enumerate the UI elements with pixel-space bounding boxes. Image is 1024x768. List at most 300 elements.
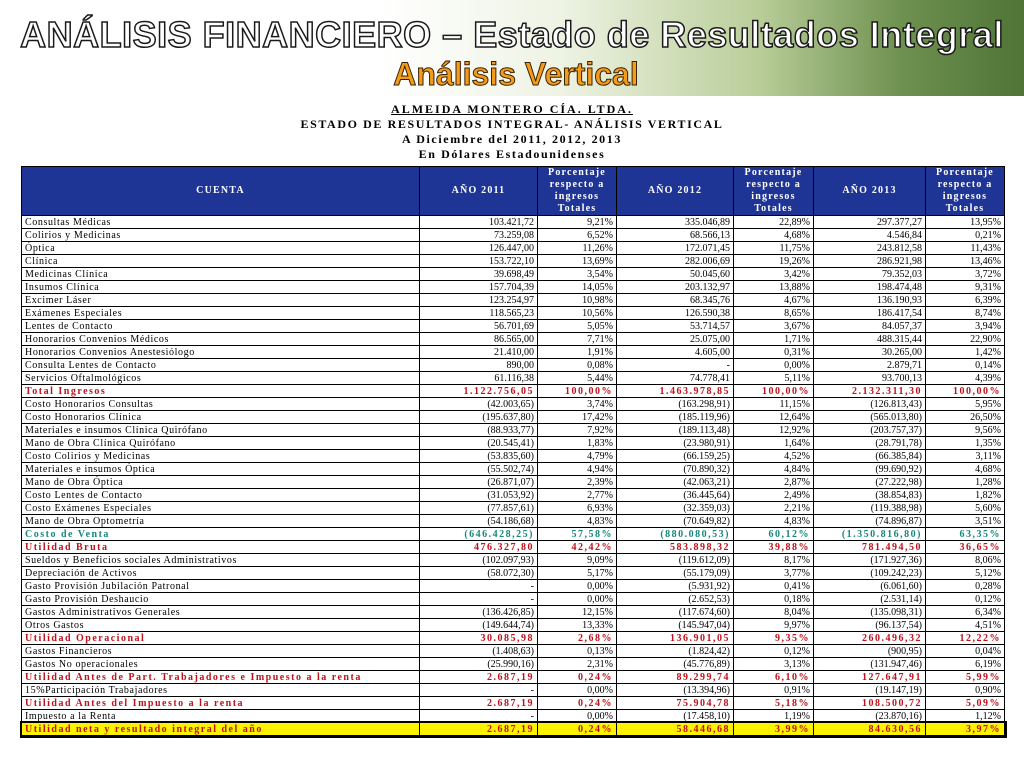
row-pct-2011: 6,93% xyxy=(538,502,617,515)
row-pct-2011: 0,24% xyxy=(538,697,617,710)
row-pct-2013: 5,95% xyxy=(926,398,1005,411)
table-row xyxy=(22,346,1005,359)
row-value-2012: (2.652,53) xyxy=(617,593,734,606)
row-pct-2012: 3,99% xyxy=(734,723,814,736)
row-pct-2011: 0,00% xyxy=(538,593,617,606)
table-row-total xyxy=(22,385,1005,398)
row-pct-2013: 9,56% xyxy=(926,424,1005,437)
row-pct-2013: 36,65% xyxy=(926,541,1005,554)
row-value-2013: (99.690,92) xyxy=(814,463,926,476)
row-pct-2013: 5,99% xyxy=(926,671,1005,684)
row-account: Consultas Médicas xyxy=(22,216,420,229)
row-value-2012: 136.901,05 xyxy=(617,632,734,645)
row-pct-2013: 5,09% xyxy=(926,697,1005,710)
row-pct-2012: 1,71% xyxy=(734,333,814,346)
table-row xyxy=(22,489,1005,502)
row-pct-2012: 0,12% xyxy=(734,645,814,658)
row-pct-2012: 2,49% xyxy=(734,489,814,502)
row-pct-2012: 22,89% xyxy=(734,216,814,229)
row-account: Honorarios Convenios Médicos xyxy=(22,333,420,346)
row-pct-2011: 13,33% xyxy=(538,619,617,632)
row-pct-2012: 12,92% xyxy=(734,424,814,437)
row-pct-2013: 9,31% xyxy=(926,281,1005,294)
row-value-2012: (36.445,64) xyxy=(617,489,734,502)
table-row xyxy=(22,567,1005,580)
table-header-row xyxy=(22,167,1005,216)
income-statement-table xyxy=(21,166,1005,736)
row-pct-2011: 0,24% xyxy=(538,723,617,736)
header-year-2011: AÑO 2011 xyxy=(420,167,538,216)
row-pct-2011: 3,54% xyxy=(538,268,617,281)
row-account: Materiales e insumos Óptica xyxy=(22,463,420,476)
row-value-2011: 126.447,00 xyxy=(420,242,538,255)
row-pct-2013: 6,39% xyxy=(926,294,1005,307)
row-pct-2013: 100,00% xyxy=(926,385,1005,398)
row-value-2011: 2.687,19 xyxy=(420,697,538,710)
row-pct-2013: 0,14% xyxy=(926,359,1005,372)
row-pct-2012: 100,00% xyxy=(734,385,814,398)
row-value-2013: (1.350.816,80) xyxy=(814,528,926,541)
row-pct-2011: 0,00% xyxy=(538,580,617,593)
table-row xyxy=(22,502,1005,515)
row-pct-2012: 4,68% xyxy=(734,229,814,242)
row-pct-2011: 12,15% xyxy=(538,606,617,619)
row-value-2012: (185.119,96) xyxy=(617,411,734,424)
row-value-2011: (136.426,85) xyxy=(420,606,538,619)
row-pct-2012: 2,21% xyxy=(734,502,814,515)
row-value-2013: (38.854,83) xyxy=(814,489,926,502)
row-account: Utilidad Bruta xyxy=(22,541,420,554)
row-value-2013: (171.927,36) xyxy=(814,554,926,567)
statement-title: ESTADO DE RESULTADOS INTEGRAL- ANÁLISIS VERTICAL xyxy=(300,117,724,131)
row-value-2012: (55.179,09) xyxy=(617,567,734,580)
row-value-2012: 4.605,00 xyxy=(617,346,734,359)
row-value-2013: 2.132.311,30 xyxy=(814,385,926,398)
row-pct-2013: 3,72% xyxy=(926,268,1005,281)
row-pct-2011: 14,05% xyxy=(538,281,617,294)
row-pct-2013: 13,95% xyxy=(926,216,1005,229)
row-pct-2013: 5,12% xyxy=(926,567,1005,580)
row-pct-2013: 1,28% xyxy=(926,476,1005,489)
row-account: Honorarios Convenios Anestesiólogo xyxy=(22,346,420,359)
row-pct-2011: 42,42% xyxy=(538,541,617,554)
row-value-2012: 75.904,78 xyxy=(617,697,734,710)
row-value-2013: (109.242,23) xyxy=(814,567,926,580)
row-value-2011: 890,00 xyxy=(420,359,538,372)
row-account: Mano de Obra Optometría xyxy=(22,515,420,528)
row-account: Utilidad Antes de Part. Trabajadores e Impuesto a la renta xyxy=(22,671,420,684)
row-value-2011: (58.072,30) xyxy=(420,567,538,580)
table-row xyxy=(22,619,1005,632)
row-pct-2013: 1,12% xyxy=(926,710,1005,723)
row-value-2011: (646.428,25) xyxy=(420,528,538,541)
row-pct-2013: 6,34% xyxy=(926,606,1005,619)
row-value-2011: (77.857,61) xyxy=(420,502,538,515)
table-row xyxy=(22,437,1005,450)
row-pct-2012: 5,11% xyxy=(734,372,814,385)
row-value-2013: (23.870,16) xyxy=(814,710,926,723)
row-pct-2012: 11,75% xyxy=(734,242,814,255)
row-value-2012: 53.714,57 xyxy=(617,320,734,333)
table-row-total xyxy=(22,671,1005,684)
table-row xyxy=(22,606,1005,619)
table-row xyxy=(22,593,1005,606)
row-account: Costo Honorarios Clínica xyxy=(22,411,420,424)
table-row-total xyxy=(22,723,1005,736)
row-value-2011: 153.722,10 xyxy=(420,255,538,268)
row-value-2011: 2.687,19 xyxy=(420,671,538,684)
row-pct-2013: 8,06% xyxy=(926,554,1005,567)
table-row xyxy=(22,515,1005,528)
table-row xyxy=(22,684,1005,697)
table-row xyxy=(22,450,1005,463)
row-pct-2011: 9,09% xyxy=(538,554,617,567)
row-value-2012: 1.463.978,85 xyxy=(617,385,734,398)
slide-title: ANÁLISIS FINANCIERO – Estado de Resultados Integral xyxy=(20,14,1004,55)
row-value-2011: 118.565,23 xyxy=(420,307,538,320)
row-account: Gasto Provisión Jubilación Patronal xyxy=(22,580,420,593)
row-value-2012: 68.566,13 xyxy=(617,229,734,242)
row-pct-2011: 9,21% xyxy=(538,216,617,229)
row-pct-2013: 0,90% xyxy=(926,684,1005,697)
table-row xyxy=(22,255,1005,268)
report-period: A Diciembre del 2011, 2012, 2013 xyxy=(402,132,622,146)
row-pct-2011: 4,94% xyxy=(538,463,617,476)
row-value-2012: 68.345,76 xyxy=(617,294,734,307)
row-pct-2011: 2,39% xyxy=(538,476,617,489)
row-pct-2013: 5,60% xyxy=(926,502,1005,515)
row-value-2011: 21.410,00 xyxy=(420,346,538,359)
row-pct-2013: 6,19% xyxy=(926,658,1005,671)
row-value-2012: (66.159,25) xyxy=(617,450,734,463)
row-value-2013: (135.098,31) xyxy=(814,606,926,619)
row-value-2011: (31.053,92) xyxy=(420,489,538,502)
row-pct-2012: 3,13% xyxy=(734,658,814,671)
row-account: Costo Honorarios Consultas xyxy=(22,398,420,411)
row-value-2013: 488.315,44 xyxy=(814,333,926,346)
row-value-2013: 93.700,13 xyxy=(814,372,926,385)
row-value-2012: (145.947,04) xyxy=(617,619,734,632)
row-pct-2012: 6,10% xyxy=(734,671,814,684)
row-value-2013: (6.061,60) xyxy=(814,580,926,593)
row-pct-2013: 1,82% xyxy=(926,489,1005,502)
table-row xyxy=(22,294,1005,307)
row-value-2013: 84.630,56 xyxy=(814,723,926,736)
row-pct-2012: 0,31% xyxy=(734,346,814,359)
row-value-2013: (131.947,46) xyxy=(814,658,926,671)
row-pct-2013: 4,68% xyxy=(926,463,1005,476)
row-value-2012: 25.075,00 xyxy=(617,333,734,346)
row-pct-2012: 8,17% xyxy=(734,554,814,567)
table-row xyxy=(22,411,1005,424)
row-pct-2011: 0,13% xyxy=(538,645,617,658)
row-pct-2012: 1,19% xyxy=(734,710,814,723)
header-year-2012: AÑO 2012 xyxy=(617,167,734,216)
row-value-2013: 243.812,58 xyxy=(814,242,926,255)
row-pct-2011: 2,68% xyxy=(538,632,617,645)
table-row xyxy=(22,554,1005,567)
row-pct-2012: 2,87% xyxy=(734,476,814,489)
row-pct-2013: 3,51% xyxy=(926,515,1005,528)
table-row xyxy=(22,372,1005,385)
row-account: Costo de Venta xyxy=(22,528,420,541)
row-value-2011: 157.704,39 xyxy=(420,281,538,294)
row-value-2012: (5.931,92) xyxy=(617,580,734,593)
row-value-2011: (54.186,68) xyxy=(420,515,538,528)
row-pct-2012: 60,12% xyxy=(734,528,814,541)
row-value-2011: 476.327,80 xyxy=(420,541,538,554)
row-value-2013: 4.546,84 xyxy=(814,229,926,242)
row-pct-2012: 0,00% xyxy=(734,359,814,372)
row-value-2011: (55.502,74) xyxy=(420,463,538,476)
row-pct-2011: 17,42% xyxy=(538,411,617,424)
row-pct-2011: 100,00% xyxy=(538,385,617,398)
row-value-2011: 30.085,98 xyxy=(420,632,538,645)
row-value-2012: (13.394,96) xyxy=(617,684,734,697)
row-value-2013: (74.896,87) xyxy=(814,515,926,528)
table-row xyxy=(22,281,1005,294)
table-row xyxy=(22,216,1005,229)
row-account: Excimer Láser xyxy=(22,294,420,307)
row-pct-2011: 2,31% xyxy=(538,658,617,671)
row-pct-2013: 1,42% xyxy=(926,346,1005,359)
row-value-2013: 297.377,27 xyxy=(814,216,926,229)
table-row xyxy=(22,476,1005,489)
row-value-2011: 2.687,19 xyxy=(420,723,538,736)
row-pct-2012: 8,04% xyxy=(734,606,814,619)
table-row xyxy=(22,333,1005,346)
row-value-2012: (45.776,89) xyxy=(617,658,734,671)
row-pct-2012: 9,97% xyxy=(734,619,814,632)
row-pct-2013: 3,11% xyxy=(926,450,1005,463)
row-pct-2012: 4,83% xyxy=(734,515,814,528)
row-pct-2013: 0,12% xyxy=(926,593,1005,606)
row-account: Exámenes Especiales xyxy=(22,307,420,320)
row-account: Consulta Lentes de Contacto xyxy=(22,359,420,372)
row-value-2012: 172.071,45 xyxy=(617,242,734,255)
table-row-total xyxy=(22,528,1005,541)
row-pct-2013: 1,35% xyxy=(926,437,1005,450)
row-pct-2012: 11,15% xyxy=(734,398,814,411)
row-value-2013: (900,95) xyxy=(814,645,926,658)
row-pct-2013: 11,43% xyxy=(926,242,1005,255)
row-account: Gastos No operacionales xyxy=(22,658,420,671)
row-value-2012: (70.649,82) xyxy=(617,515,734,528)
table-row xyxy=(22,710,1005,723)
row-value-2013: 30.265,00 xyxy=(814,346,926,359)
table-row xyxy=(22,645,1005,658)
row-pct-2013: 3,94% xyxy=(926,320,1005,333)
row-value-2013: 108.500,72 xyxy=(814,697,926,710)
row-value-2012: (189.113,48) xyxy=(617,424,734,437)
row-value-2011: - xyxy=(420,580,538,593)
row-account: Impuesto a la Renta xyxy=(22,710,420,723)
row-account: Mano de Obra Clínica Quirófano xyxy=(22,437,420,450)
table-row xyxy=(22,424,1005,437)
row-value-2012: 89.299,74 xyxy=(617,671,734,684)
row-value-2012: 335.046,89 xyxy=(617,216,734,229)
row-value-2013: (66.385,84) xyxy=(814,450,926,463)
table-row xyxy=(22,658,1005,671)
row-value-2012: 282.006,69 xyxy=(617,255,734,268)
row-value-2011: - xyxy=(420,593,538,606)
row-pct-2013: 12,22% xyxy=(926,632,1005,645)
row-pct-2013: 26,50% xyxy=(926,411,1005,424)
row-account: Mano de Obra Óptica xyxy=(22,476,420,489)
row-value-2012: (42.063,21) xyxy=(617,476,734,489)
row-value-2011: (25.990,16) xyxy=(420,658,538,671)
row-value-2011: (102.097,93) xyxy=(420,554,538,567)
row-value-2011: 1.122.756,05 xyxy=(420,385,538,398)
row-pct-2013: 0,21% xyxy=(926,229,1005,242)
row-account: Insumos Clínica xyxy=(22,281,420,294)
row-account: Costo Lentes de Contacto xyxy=(22,489,420,502)
row-value-2013: 260.496,32 xyxy=(814,632,926,645)
table-row xyxy=(22,320,1005,333)
row-pct-2012: 9,35% xyxy=(734,632,814,645)
row-value-2013: (28.791,78) xyxy=(814,437,926,450)
row-pct-2011: 1,83% xyxy=(538,437,617,450)
row-pct-2012: 19,26% xyxy=(734,255,814,268)
row-value-2012: 74.778,41 xyxy=(617,372,734,385)
row-value-2013: (126.813,43) xyxy=(814,398,926,411)
row-pct-2011: 10,56% xyxy=(538,307,617,320)
row-value-2013: (27.222,98) xyxy=(814,476,926,489)
row-value-2013: 2.879,71 xyxy=(814,359,926,372)
row-account: Gastos Financieros xyxy=(22,645,420,658)
row-pct-2012: 12,64% xyxy=(734,411,814,424)
row-pct-2011: 0,08% xyxy=(538,359,617,372)
row-value-2011: (42.003,65) xyxy=(420,398,538,411)
row-pct-2013: 63,35% xyxy=(926,528,1005,541)
row-account: 15%Participación Trabajadores xyxy=(22,684,420,697)
row-value-2012: 58.446,68 xyxy=(617,723,734,736)
table-row xyxy=(22,580,1005,593)
row-value-2012: (23.980,91) xyxy=(617,437,734,450)
row-pct-2012: 13,88% xyxy=(734,281,814,294)
row-pct-2011: 13,69% xyxy=(538,255,617,268)
row-pct-2013: 0,28% xyxy=(926,580,1005,593)
row-pct-2011: 7,92% xyxy=(538,424,617,437)
row-value-2012: 126.590,38 xyxy=(617,307,734,320)
row-value-2011: (20.545,41) xyxy=(420,437,538,450)
row-value-2013: (203.757,37) xyxy=(814,424,926,437)
row-pct-2011: 4,83% xyxy=(538,515,617,528)
row-value-2013: 781.494,50 xyxy=(814,541,926,554)
row-value-2013: (565.013,80) xyxy=(814,411,926,424)
row-pct-2013: 0,04% xyxy=(926,645,1005,658)
row-pct-2011: 0,00% xyxy=(538,684,617,697)
row-value-2013: (2.531,14) xyxy=(814,593,926,606)
row-value-2012: - xyxy=(617,359,734,372)
row-account: Medicinas Clínica xyxy=(22,268,420,281)
row-value-2013: 286.921,98 xyxy=(814,255,926,268)
row-pct-2013: 13,46% xyxy=(926,255,1005,268)
table-row xyxy=(22,268,1005,281)
row-pct-2011: 1,91% xyxy=(538,346,617,359)
row-pct-2013: 3,97% xyxy=(926,723,1005,736)
row-value-2013: (96.137,54) xyxy=(814,619,926,632)
row-pct-2013: 8,74% xyxy=(926,307,1005,320)
row-pct-2012: 4,52% xyxy=(734,450,814,463)
row-pct-2013: 4,51% xyxy=(926,619,1005,632)
row-pct-2012: 0,91% xyxy=(734,684,814,697)
row-pct-2012: 5,18% xyxy=(734,697,814,710)
row-value-2012: 203.132,97 xyxy=(617,281,734,294)
header-account: CUENTA xyxy=(22,167,420,216)
report-currency: En Dólares Estadounidenses xyxy=(418,147,606,161)
row-pct-2012: 4,84% xyxy=(734,463,814,476)
row-pct-2011: 4,79% xyxy=(538,450,617,463)
row-pct-2011: 57,58% xyxy=(538,528,617,541)
table-row xyxy=(22,359,1005,372)
row-pct-2011: 7,71% xyxy=(538,333,617,346)
row-value-2011: - xyxy=(420,684,538,697)
row-pct-2011: 2,77% xyxy=(538,489,617,502)
row-value-2011: 123.254,97 xyxy=(420,294,538,307)
row-value-2011: 86.565,00 xyxy=(420,333,538,346)
row-account: Costo Exámenes Especiales xyxy=(22,502,420,515)
header-pct-2013: Porcentaje respecto a ingresos Totales xyxy=(926,167,1005,216)
row-value-2011: (149.644,74) xyxy=(420,619,538,632)
row-value-2012: (117.674,60) xyxy=(617,606,734,619)
row-value-2013: 136.190,93 xyxy=(814,294,926,307)
row-value-2013: (119.388,98) xyxy=(814,502,926,515)
row-pct-2012: 3,77% xyxy=(734,567,814,580)
row-account: Lentes de Contacto xyxy=(22,320,420,333)
row-value-2011: (88.933,77) xyxy=(420,424,538,437)
slide-subtitle: Análisis Vertical xyxy=(393,56,639,92)
row-value-2012: (119.612,09) xyxy=(617,554,734,567)
row-account: Gastos Administrativos Generales xyxy=(22,606,420,619)
table-row xyxy=(22,229,1005,242)
header-year-2013: AÑO 2013 xyxy=(814,167,926,216)
row-pct-2013: 4,39% xyxy=(926,372,1005,385)
row-pct-2012: 1,64% xyxy=(734,437,814,450)
row-account: Costo Colirios y Medicinas xyxy=(22,450,420,463)
table-row xyxy=(22,463,1005,476)
row-pct-2012: 0,41% xyxy=(734,580,814,593)
row-value-2013: 127.647,91 xyxy=(814,671,926,684)
row-account: Clínica xyxy=(22,255,420,268)
row-value-2012: (17.458,10) xyxy=(617,710,734,723)
row-account: Materiales e insumos Clínica Quirófano xyxy=(22,424,420,437)
row-pct-2011: 11,26% xyxy=(538,242,617,255)
row-value-2011: (53.835,60) xyxy=(420,450,538,463)
header-pct-2011: Porcentaje respecto a ingresos Totales xyxy=(538,167,617,216)
row-account: Otros Gastos xyxy=(22,619,420,632)
row-account: Utilidad neta y resultado integral del año xyxy=(22,723,420,736)
row-value-2012: (163.298,91) xyxy=(617,398,734,411)
row-value-2012: (1.824,42) xyxy=(617,645,734,658)
row-account: Colirios y Medicinas xyxy=(22,229,420,242)
row-value-2011: 73.259,08 xyxy=(420,229,538,242)
row-value-2012: 583.898,32 xyxy=(617,541,734,554)
report-header xyxy=(0,102,1024,162)
row-value-2011: 39.698,49 xyxy=(420,268,538,281)
row-pct-2011: 5,17% xyxy=(538,567,617,580)
row-pct-2011: 0,24% xyxy=(538,671,617,684)
table-row xyxy=(22,398,1005,411)
row-account: Óptica xyxy=(22,242,420,255)
row-value-2011: 56.701,69 xyxy=(420,320,538,333)
row-pct-2011: 3,74% xyxy=(538,398,617,411)
row-value-2011: 103.421,72 xyxy=(420,216,538,229)
row-pct-2012: 0,18% xyxy=(734,593,814,606)
table-row-total xyxy=(22,632,1005,645)
row-pct-2013: 22,90% xyxy=(926,333,1005,346)
row-pct-2011: 5,05% xyxy=(538,320,617,333)
